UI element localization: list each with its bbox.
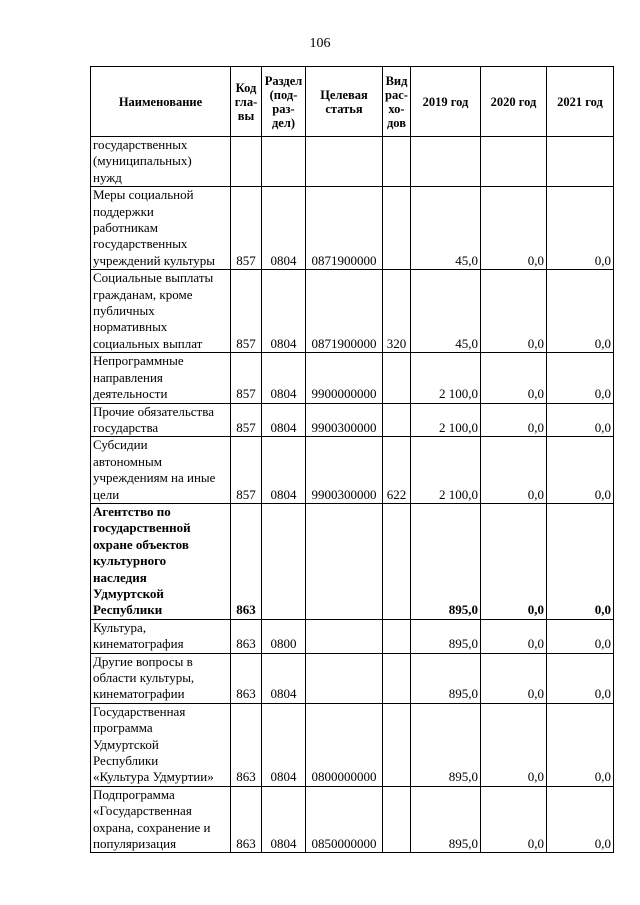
row-amount-2021: 0,0	[547, 653, 614, 703]
row-name: Подпрограмма «Государственная охрана, сохранение и популяризация	[91, 786, 231, 853]
row-expense-type: 320	[383, 270, 411, 353]
row-name: Субсидии автономным учреждениям на иные цели	[91, 437, 231, 504]
header-code: Код гла- вы	[231, 67, 262, 137]
header-2021: 2021 год	[547, 67, 614, 137]
row-name: Культура, кинематография	[91, 619, 231, 653]
table-row	[91, 503, 614, 619]
row-expense-type	[383, 137, 411, 187]
row-amount-2019: 2 100,0	[411, 353, 481, 403]
row-expense-type: 622	[383, 437, 411, 504]
row-name: государственных (муниципальных) нужд	[91, 137, 231, 187]
row-chapter-code: 863	[231, 503, 262, 619]
row-chapter-code: 857	[231, 437, 262, 504]
row-target-article: 0871900000	[306, 270, 383, 353]
row-amount-2019: 2 100,0	[411, 437, 481, 504]
row-section: 0804	[262, 786, 306, 853]
row-target-article	[306, 137, 383, 187]
table-header-row	[91, 67, 614, 137]
table-row	[91, 137, 614, 187]
budget-table	[90, 66, 614, 853]
row-expense-type	[383, 619, 411, 653]
row-target-article: 9900300000	[306, 403, 383, 437]
row-target-article	[306, 503, 383, 619]
table-row	[91, 187, 614, 270]
table-row	[91, 270, 614, 353]
row-chapter-code: 863	[231, 619, 262, 653]
row-target-article	[306, 653, 383, 703]
row-target-article: 0850000000	[306, 786, 383, 853]
row-name: Другие вопросы в области культуры, кинематографии	[91, 653, 231, 703]
row-name: Социальные выплаты гражданам, кроме публичных нормативных социальных выплат	[91, 270, 231, 353]
row-chapter-code: 857	[231, 187, 262, 270]
row-amount-2020: 0,0	[481, 403, 547, 437]
row-amount-2021: 0,0	[547, 703, 614, 786]
row-section: 0804	[262, 703, 306, 786]
header-section: Раздел (под- раз- дел)	[262, 67, 306, 137]
header-expense-type: Вид рас- хо- дов	[383, 67, 411, 137]
row-amount-2019: 895,0	[411, 653, 481, 703]
row-amount-2019	[411, 137, 481, 187]
row-amount-2020: 0,0	[481, 270, 547, 353]
page-number: 106	[309, 36, 331, 51]
row-section	[262, 137, 306, 187]
row-expense-type	[383, 653, 411, 703]
row-amount-2019: 895,0	[411, 619, 481, 653]
table-row	[91, 353, 614, 403]
row-chapter-code: 863	[231, 653, 262, 703]
row-target-article: 0800000000	[306, 703, 383, 786]
row-name: Меры социальной поддержки работникам государственных учреждений культуры	[91, 187, 231, 270]
header-name: Наименование	[91, 67, 231, 137]
row-expense-type	[383, 786, 411, 853]
header-2020: 2020 год	[481, 67, 547, 137]
row-name: Непрограммные направления деятельности	[91, 353, 231, 403]
table-row	[91, 437, 614, 504]
row-chapter-code: 857	[231, 353, 262, 403]
row-amount-2020: 0,0	[481, 653, 547, 703]
row-amount-2021: 0,0	[547, 437, 614, 504]
row-expense-type	[383, 503, 411, 619]
row-section: 0804	[262, 437, 306, 504]
row-amount-2019: 45,0	[411, 270, 481, 353]
row-chapter-code	[231, 137, 262, 187]
row-chapter-code: 857	[231, 270, 262, 353]
row-amount-2021: 0,0	[547, 353, 614, 403]
row-expense-type	[383, 187, 411, 270]
row-amount-2021: 0,0	[547, 187, 614, 270]
row-section: 0800	[262, 619, 306, 653]
row-chapter-code: 863	[231, 786, 262, 853]
header-2019: 2019 год	[411, 67, 481, 137]
row-chapter-code: 863	[231, 703, 262, 786]
row-section	[262, 503, 306, 619]
row-amount-2019: 895,0	[411, 503, 481, 619]
row-name: Государственная программа Удмуртской Республики «Культура Удмуртии»	[91, 703, 231, 786]
row-target-article: 0871900000	[306, 187, 383, 270]
table-row	[91, 703, 614, 786]
row-amount-2019: 895,0	[411, 786, 481, 853]
row-section: 0804	[262, 653, 306, 703]
row-expense-type	[383, 353, 411, 403]
row-name: Прочие обязательства государства	[91, 403, 231, 437]
row-amount-2020: 0,0	[481, 703, 547, 786]
row-expense-type	[383, 403, 411, 437]
row-target-article	[306, 619, 383, 653]
row-section: 0804	[262, 353, 306, 403]
row-section: 0804	[262, 403, 306, 437]
table-row	[91, 619, 614, 653]
row-amount-2021: 0,0	[547, 786, 614, 853]
row-expense-type	[383, 703, 411, 786]
row-amount-2020: 0,0	[481, 786, 547, 853]
row-amount-2019: 2 100,0	[411, 403, 481, 437]
table-row	[91, 403, 614, 437]
table-row	[91, 786, 614, 853]
row-target-article: 9900300000	[306, 437, 383, 504]
row-section: 0804	[262, 187, 306, 270]
table-row	[91, 653, 614, 703]
row-amount-2020: 0,0	[481, 353, 547, 403]
row-amount-2020: 0,0	[481, 619, 547, 653]
row-amount-2020: 0,0	[481, 437, 547, 504]
table-body	[91, 137, 614, 853]
row-amount-2021: 0,0	[547, 270, 614, 353]
row-section: 0804	[262, 270, 306, 353]
row-amount-2021: 0,0	[547, 619, 614, 653]
header-target: Целевая статья	[306, 67, 383, 137]
row-amount-2020	[481, 137, 547, 187]
row-amount-2021: 0,0	[547, 403, 614, 437]
row-amount-2021: 0,0	[547, 503, 614, 619]
row-target-article: 9900000000	[306, 353, 383, 403]
row-chapter-code: 857	[231, 403, 262, 437]
row-amount-2019: 895,0	[411, 703, 481, 786]
row-amount-2021	[547, 137, 614, 187]
row-amount-2019: 45,0	[411, 187, 481, 270]
row-amount-2020: 0,0	[481, 503, 547, 619]
row-name: Агентство по государственной охране объектов культурного наследия Удмуртской Республики	[91, 503, 231, 619]
row-amount-2020: 0,0	[481, 187, 547, 270]
